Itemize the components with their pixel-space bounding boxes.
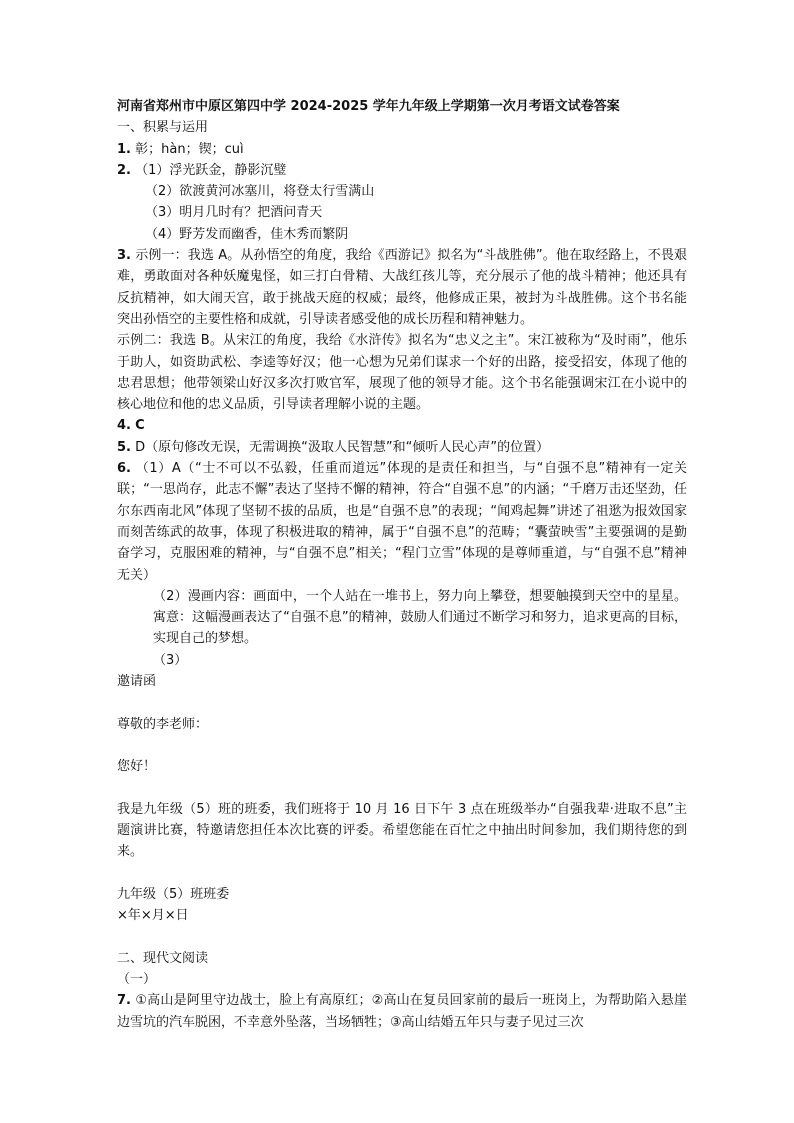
spacer bbox=[117, 692, 687, 713]
section-heading-2: 二、现代文阅读 bbox=[117, 950, 209, 966]
spacer bbox=[117, 735, 687, 756]
answer-5-number: 5. bbox=[117, 439, 131, 455]
answer-6-part-3: （3） bbox=[153, 652, 188, 668]
answer-1 bbox=[117, 139, 687, 160]
letter-salutation: 尊敬的李老师： bbox=[117, 716, 209, 732]
letter-greeting: 您好！ bbox=[117, 759, 157, 775]
letter-date: ×年×月×日 bbox=[117, 908, 189, 924]
answer-2-item-4: （4）野芳发而幽香，佳木秀而繁阴 bbox=[145, 226, 349, 242]
answer-7-number: 7. bbox=[117, 993, 131, 1009]
answer-6-part-1-text: （1）A（“士不可以不弘毅，任重而道远”体现的是责任和担当，与“自强不息”精神有一定关联；“一思尚存，此志不懈”表达了坚持不懈的精神，符合“自强不息”的内涵；“千磨万击还坚劲，任尔东西南北风”体现了坚韧不拔的品质，也是“自强不息”的表现；“闻鸡起舞”讲述了祖逖为报效国家而刻苦练武的故事，体现了积极进取的精神，属于“自强不息”的范畴；“囊萤映雪”主要强调的是勤奋学习，克服困难的精神，与“自强不息”相关；“程门立雪”体现的是尊师重道，与“自强不息”精神无关） bbox=[117, 461, 687, 583]
document-title: 河南省郑州市中原区第四中学 2024-2025 学年九年级上学期第一次月考语文试卷答案 bbox=[117, 99, 620, 114]
answer-4 bbox=[117, 415, 687, 436]
answer-3-number: 3. bbox=[117, 248, 131, 264]
answer-4-number: 4. bbox=[117, 418, 131, 434]
spacer bbox=[117, 927, 687, 948]
letter-signature: 九年级（5）班班委 bbox=[117, 886, 230, 902]
section-heading-1: 一、积累与运用 bbox=[117, 120, 209, 136]
answer-2-item-1 bbox=[117, 160, 687, 181]
answer-7-text: ①高山是阿里守边战士，脸上有高原红；②高山在复员回家前的最后一班岗上，为帮助陷入悬崖边雪坑的汽车脱困，不幸意外坠落，当场牺牲；③高山结婚五年只与妻子见过三次 bbox=[117, 993, 687, 1030]
answer-6-part-1 bbox=[117, 458, 687, 586]
answer-6-number: 6. bbox=[117, 461, 131, 477]
answer-1-number: 1. bbox=[117, 141, 131, 157]
answer-4-text: C bbox=[135, 418, 145, 434]
answer-5-text: D（原句修改无误，无需调换“汲取人民智慧”和“倾听人民心声”的位置） bbox=[135, 439, 550, 455]
answer-document bbox=[117, 96, 687, 1033]
answer-1-text: 彰；hàn；锲；cuì bbox=[135, 141, 244, 157]
answer-2-number: 2. bbox=[117, 162, 131, 178]
answer-2-text: （1）浮光跃金，静影沉璧 bbox=[135, 162, 287, 178]
answer-2-item-3: （3）明月几时有？把酒问青天 bbox=[145, 205, 323, 221]
answer-3-example-1 bbox=[117, 245, 687, 330]
answer-6-part-2: （2）漫画内容：画面中，一个人站在一堆书上，努力向上攀登，想要触摸到天空中的星星。寓意：这幅漫画表达了“自强不息”的精神，鼓励人们通过不断学习和努力，追求更高的目标，实现自己的梦想。 bbox=[153, 588, 687, 647]
spacer bbox=[117, 863, 687, 884]
answer-7 bbox=[117, 990, 687, 1033]
subsection-heading-1: （一） bbox=[117, 972, 157, 988]
letter-body: 我是九年级（5）班的班委，我们班将于 10 月 16 日下午 3 点在班级举办“自强我辈·进取不息”主题演讲比赛，特邀请您担任本次比赛的评委。希望您能在百忙之中抽出时间参加，我们期待您的到来。 bbox=[117, 801, 687, 860]
letter-heading: 邀请函 bbox=[117, 674, 157, 690]
answer-5 bbox=[117, 437, 687, 458]
answer-3-example-2: 示例二：我选 B。从宋江的角度，我给《水浒传》拟名为“忠义之主”。宋江被称为“及时雨”，他乐于助人，如资助武松、李逵等好汉；他一心想为兄弟们谋求一个好的出路，接受招安，体现了他的忠君思想；他带领梁山好汉多次打败官军，展现了他的领导才能。这个书名能强调宋江在小说中的核心地位和他的忠义品质，引导读者理解小说的主题。 bbox=[117, 333, 687, 413]
spacer bbox=[117, 778, 687, 799]
answer-2-item-2: （2）欲渡黄河冰塞川，将登太行雪满山 bbox=[145, 184, 375, 200]
answer-3-example-1-text: 示例一：我选 A。从孙悟空的角度，我给《西游记》拟名为“斗战胜佛”。他在取经路上，不畏艰难，勇敢面对各种妖魔鬼怪，如三打白骨精、大战红孩儿等，充分展示了他的战斗精神；他还具有反抗精神，如大闹天宫，敢于挑战天庭的权威；最终，他修成正果，被封为斗战胜佛。这个书名能突出孙悟空的主要性格和成就，引导读者感受他的成长历程和精神魅力。 bbox=[117, 248, 687, 327]
